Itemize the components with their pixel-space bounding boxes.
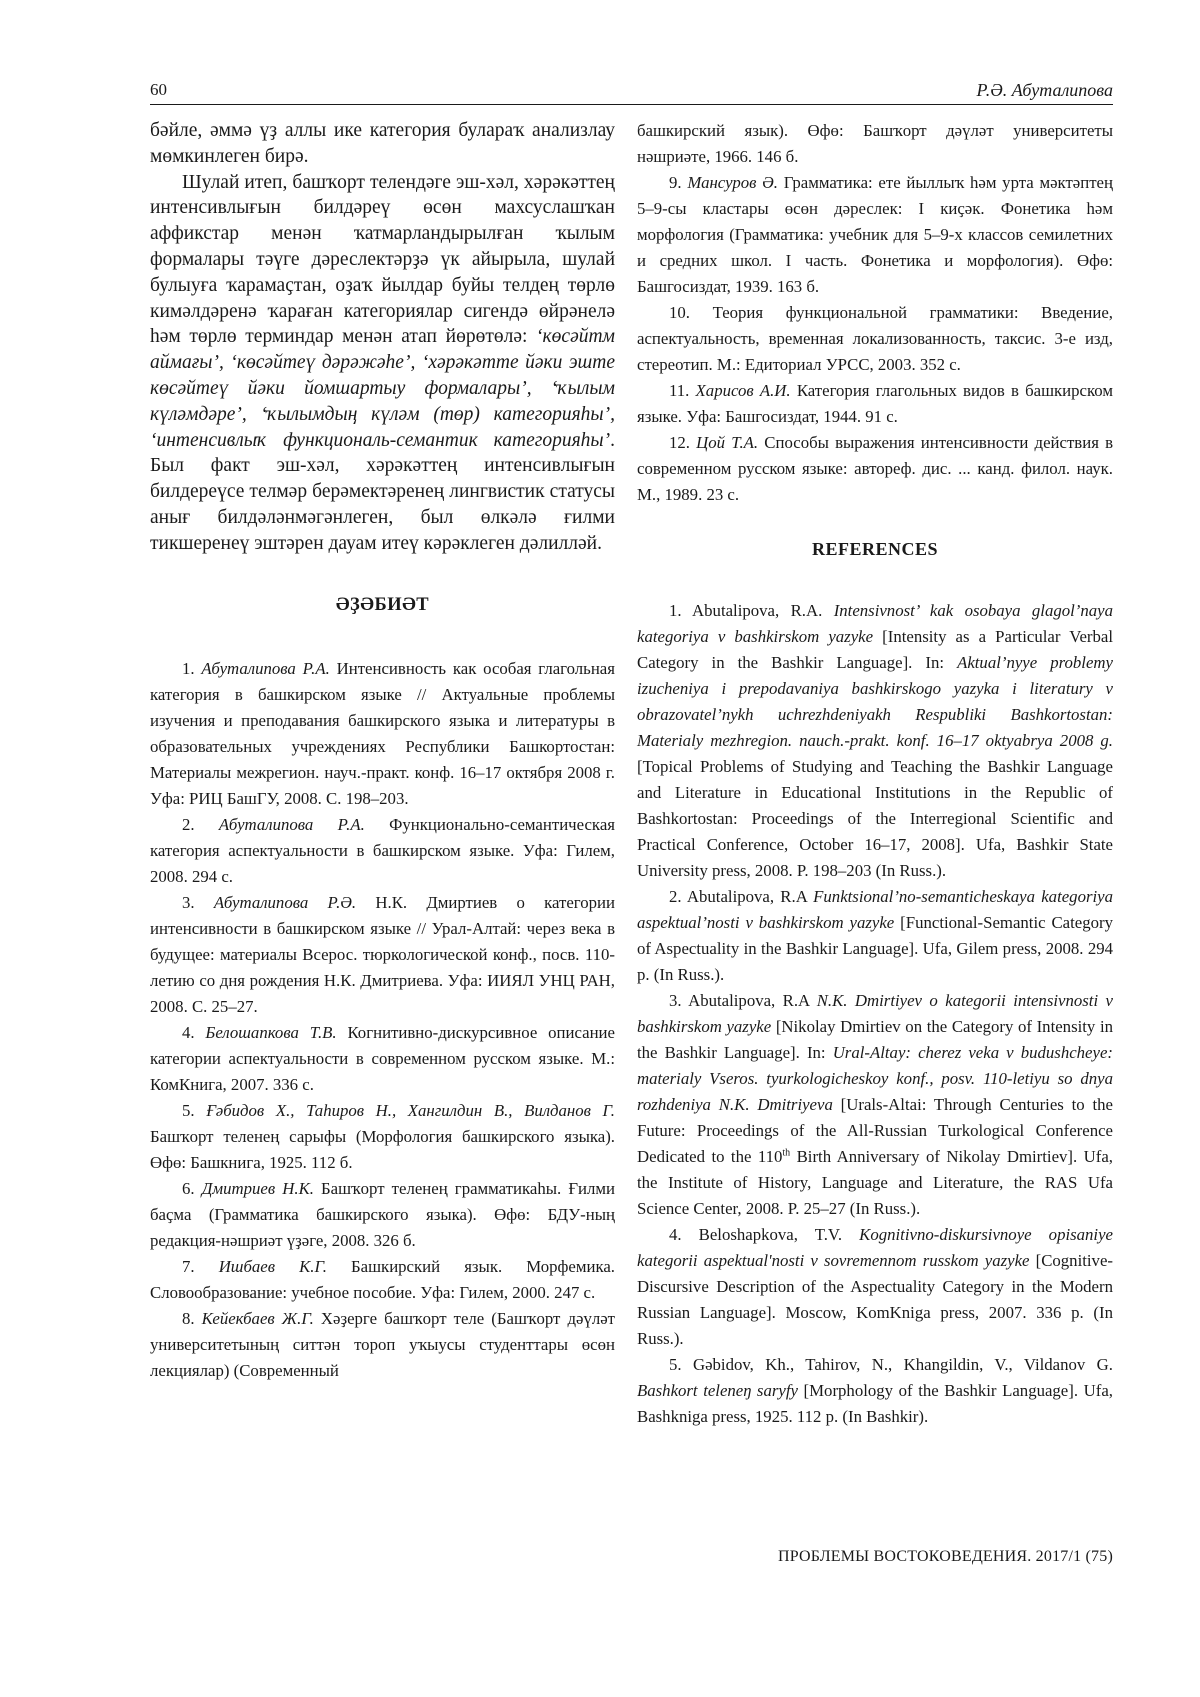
reference-number: 10. <box>669 303 690 322</box>
reference-en-text: [Cognitive-Discursive Description of the Aspectuality Category in the Modern Russian Language]. Moscow, KomKniga press, 2007. 336 p. (In Russ.). <box>637 1251 1113 1348</box>
reference-en-item <box>637 1352 1113 1430</box>
reference-en-text: [Functional-Semantic Category of Aspectuality in the Bashkir Language]. Ufa, Gilem press, 2008. 294 p. (In Russ.). <box>637 913 1113 984</box>
reference-item <box>150 1254 615 1306</box>
body-text: Шулай итеп, башҡорт телендәге эш-хәл, хәрәкәттең интенсивлығын билдәреү өсөн махсуслашҡан аффикстар менән ҡатмарландырылған ҡылым формалары тәүге дәреслектәрҙә үк айырыла, шулай булыуға ҡарамаҫтан, оҙаҡ йылдар буйы телдең төрлө кимәлдәренә ҡараған категориялар сигендә өйрәнелә һәм төрлө терминдар менән атап йөрөтөлә: <box>150 171 615 348</box>
reference-en-title: Intensivnost’ kak osobaya glagol’naya kategoriya v bashkirskom yazyke <box>637 601 1113 646</box>
reference-item <box>637 300 1113 378</box>
left-column <box>150 118 615 1384</box>
reference-continuation: башкирский язык). Өфө: Башҡорт дәүләт университеты нәшриәте, 1966. 146 б. <box>637 121 1113 166</box>
reference-text: Башҡорт теленең грамматикаһы. Ғилми баҫма (Грамматика башкирского языка). Өфө: БДУ-ның редакция-нәшриәт үҙәге, 2008. 326 б. <box>150 1179 615 1251</box>
reference-author: Кейекбаев Ж.Г. <box>201 1309 314 1329</box>
reference-en-prefix: 3. Abutalipova, R.A <box>669 991 817 1010</box>
reference-number: 5. <box>182 1101 195 1121</box>
reference-en-title: Funktsional’no-semanticheskaya kategoriya aspektual’nosti v bashkirskom yazyke <box>637 887 1113 932</box>
reference-item <box>150 656 615 812</box>
reference-en-text: [Nikolay Dmirtiev on the Category of Intensity in the Bashkir Language]. In: <box>637 1017 1113 1062</box>
reference-author: Мансуров Ә. <box>687 173 778 192</box>
reference-number: 6. <box>182 1179 195 1199</box>
reference-en-prefix: 4. Beloshapkova, T.V. <box>669 1225 860 1244</box>
reference-author: Абуталипова Р.Ә. <box>213 893 357 913</box>
reference-author: Дмитриев Н.К. <box>201 1179 314 1199</box>
journal-footer: ПРОБЛЕМЫ ВОСТОКОВЕДЕНИЯ. 2017/1 (75) <box>777 1548 1113 1565</box>
reference-item <box>150 890 615 1020</box>
header-rule <box>150 104 1113 105</box>
reference-item <box>637 430 1113 508</box>
reference-number: 12. <box>669 433 690 452</box>
reference-number: 8. <box>182 1309 195 1329</box>
reference-list-left <box>150 656 615 1384</box>
reference-author: Абуталипова Р.А. <box>218 815 365 835</box>
reference-en-text: Birth Anniversary of Nikolay Dmirtiev]. Ufa, the Institute of History, Language and Literature, the RAS Ufa Science Center, 2008. P. 25–27 (In Russ.). <box>637 1147 1113 1218</box>
reference-text: Хәҙерге башҡорт теле (Башҡорт дәүләт университетының ситтән тороп уҡыусы студенттары өсөн лекциялар) (Современный <box>150 1309 616 1381</box>
reference-text: Функционально-семантическая категория аспектуальности в башкирском языке. Уфа: Гилем, 2008. 294 с. <box>150 815 615 887</box>
reference-en-text: [Morphology of the Bashkir Language]. Ufa, Bashkniga press, 1925. 112 p. (In Bashkir). <box>637 1381 1113 1426</box>
reference-number: 4. <box>182 1023 195 1043</box>
reference-item <box>637 378 1113 430</box>
reference-author: Ғәбидов Х., Таһиров Н., Хангилдин В., Вилданов Г. <box>206 1101 615 1121</box>
reference-number: 7. <box>182 1257 195 1277</box>
references-en-list <box>637 598 1113 1430</box>
reference-en-text: [Urals-Altai: Through Centuries to the Future: Proceedings of the All-Russian Turkological Conference Dedicated to the 110 <box>637 1095 1113 1166</box>
reference-en-item <box>637 884 1113 988</box>
reference-en-item <box>637 598 1113 884</box>
reference-en-text: [Intensity as a Particular Verbal Category in the Bashkir Language]. In: <box>637 627 1113 672</box>
reference-en-title: N.K. Dmirtiyev o kategorii intensivnosti v bashkirskom yazyke <box>637 991 1113 1036</box>
reference-en-title: Bashkort teleneŋ saryfy <box>637 1381 798 1400</box>
reference-number: 1. <box>182 659 195 679</box>
reference-number: 3. <box>182 893 195 913</box>
reference-en-superscript: th <box>782 1147 791 1159</box>
reference-author: Абуталипова Р.А. <box>201 659 330 679</box>
reference-list-right <box>637 170 1113 508</box>
reference-number: 2. <box>182 815 195 835</box>
reference-text: Башкирский язык. Морфемика. Словообразование: учебное пособие. Уфа: Гилем, 2000. 247 с. <box>150 1257 616 1303</box>
reference-en-source-title: Ural-Altay: cherez veka v budushcheye: materialy Vseros. tyurkologicheskoy konf., posv. 110-letiyu so dnya rozhdeniya N.K. Dmitriyeva <box>637 1043 1113 1114</box>
reference-text: Н.К. Дмиртиев о категории интенсивности в башкирском языке // Урал-Алтай: через века в будущее: материалы Всерос. тюркологической конф., посв. 110-летию со дня рождения Н.К. Дмитриева. Уфа: ИИЯЛ УНЦ РАН, 2008. С. 25–27. <box>150 893 616 1017</box>
running-header-author: Р.Ә. Абуталипова <box>976 80 1113 100</box>
reference-en-prefix: 2. Abutalipova, R.A <box>669 887 814 906</box>
reference-en-text: [Topical Problems of Studying and Teaching the Bashkir Language and Literature in Educational Institutions in the Republic of Bashkortostan: Proceedings of the Interregional Scientific and Practical Conference, October 16–17, 2008]. Ufa, Bashkir State University press, 2008. P. 198–203 (In Russ.). <box>637 757 1113 880</box>
reference-en-item <box>637 988 1113 1222</box>
reference-item <box>150 812 615 890</box>
reference-number: 11. <box>669 381 690 400</box>
reference-en-item <box>637 1222 1113 1352</box>
reference-author: Ишбаев К.Г. <box>218 1257 327 1277</box>
reference-author: Цой Т.А. <box>696 433 759 452</box>
reference-author: Харисов А.И. <box>695 381 791 400</box>
reference-text: Теория функциональной грамматики: Введение, аспектуальность, временная локализованность, таксис. 3-е изд, стереотип. М.: Едиториал УРСС, 2003. 352 с. <box>637 303 1113 374</box>
reference-item <box>150 1098 615 1176</box>
reference-text: Способы выражения интенсивности действия в современном русском языке: автореф. дис. ... канд. филол. наук. М., 1989. 23 с. <box>637 433 1113 504</box>
page-number: 60 <box>150 80 167 99</box>
reference-author: Белошапкова Т.В. <box>205 1023 337 1043</box>
reference-text: Интенсивность как особая глагольная категория в башкирском языке // Актуальные проблемы изучения и преподавания башкирского языка и литературы в образовательных учреждениях Республики Башкортостан: Материалы межрегион. науч.-практ. конф. 16–17 октября 2008 г. Уфа: РИЦ БашГУ, 2008. С. 198–203. <box>150 659 615 809</box>
reference-en-title: Kognitivno-diskursivnoye opisaniye kategorii aspektual'nosti v sovremennom russkom yazyke <box>637 1225 1113 1270</box>
reference-text: Башҡорт теленең сарыфы (Морфология башкирского языка). Өфө: Башкнига, 1925. 112 б. <box>150 1127 615 1173</box>
reference-en-prefix: 5. Gəbidov, Kh., Tahirov, N., Khangildin, V., Vildanov G. <box>669 1355 1113 1374</box>
section-title-references: REFERENCES <box>811 539 939 559</box>
reference-item <box>150 1306 615 1384</box>
body-paragraph: бәйле, әммә үҙ аллы ике категория булараҡ анализлау мөмкинлеген бирә. <box>150 120 615 167</box>
body-paragraph <box>150 170 615 557</box>
reference-item <box>150 1020 615 1098</box>
reference-text: Когнитивно-дискурсивное описание категории аспектуальности в современном русском языке. М.: КомКнига, 2007. 336 с. <box>150 1023 615 1095</box>
right-column <box>637 118 1113 1430</box>
body-text: . Был факт эш-хәл, хәрәкәттең интенсивлығын билдереүсе телмәр берәмектәренең лингвистик статусы анығ билдәләнмәгәнлеген, был өлкәлә ғилми тикшеренеү эштәрен дауам итеү кәрәклеген дәлилләй. <box>150 429 615 554</box>
reference-item <box>150 1176 615 1254</box>
reference-en-prefix: 1. Abutalipova, R.A. <box>669 601 834 620</box>
reference-item <box>637 170 1113 300</box>
terms-list: ‘көсәйтм аймағы’, ‘көсәйтеү дәрәжәһе’, ‘хәрәкәтте йәки эште көсәйтеү йәки йомшартыу формалары’, ‘ҡылым күләмдәре’, ‘ҡылымдың күләм (төр) категорияһы’, ‘интенсивлыҡ функциональ-семантик категорияһы’ <box>150 326 615 451</box>
reference-en-source-title: Aktual’nyye problemy izucheniya i prepodavaniya bashkirskogo yazyka i literatury v obrazovatel’nykh uchrezhdeniyakh Respubliki Bashkortostan: Materialy mezhregion. nauch.-prakt. konf. 16–17 oktyabrya 2008 g. <box>637 653 1113 750</box>
reference-number: 9. <box>669 173 682 192</box>
reference-text: Грамматика: ете йыллыҡ һәм урта мәктәптең 5–9-сы кластары өсөн дәреслек: I киҫәк. Фонетика һәм морфология (Грамматика: учебник для 5–9-х классов семилетних и средних школ. I часть. Фонетика и морфология). Өфө: Башгосиздат, 1939. 163 б. <box>637 173 1113 296</box>
reference-text: Категория глагольных видов в башкирском языке. Уфа: Башгосиздат, 1944. 91 с. <box>637 381 1113 426</box>
section-title-literature: ӘҘӘБИӘТ <box>335 594 430 615</box>
